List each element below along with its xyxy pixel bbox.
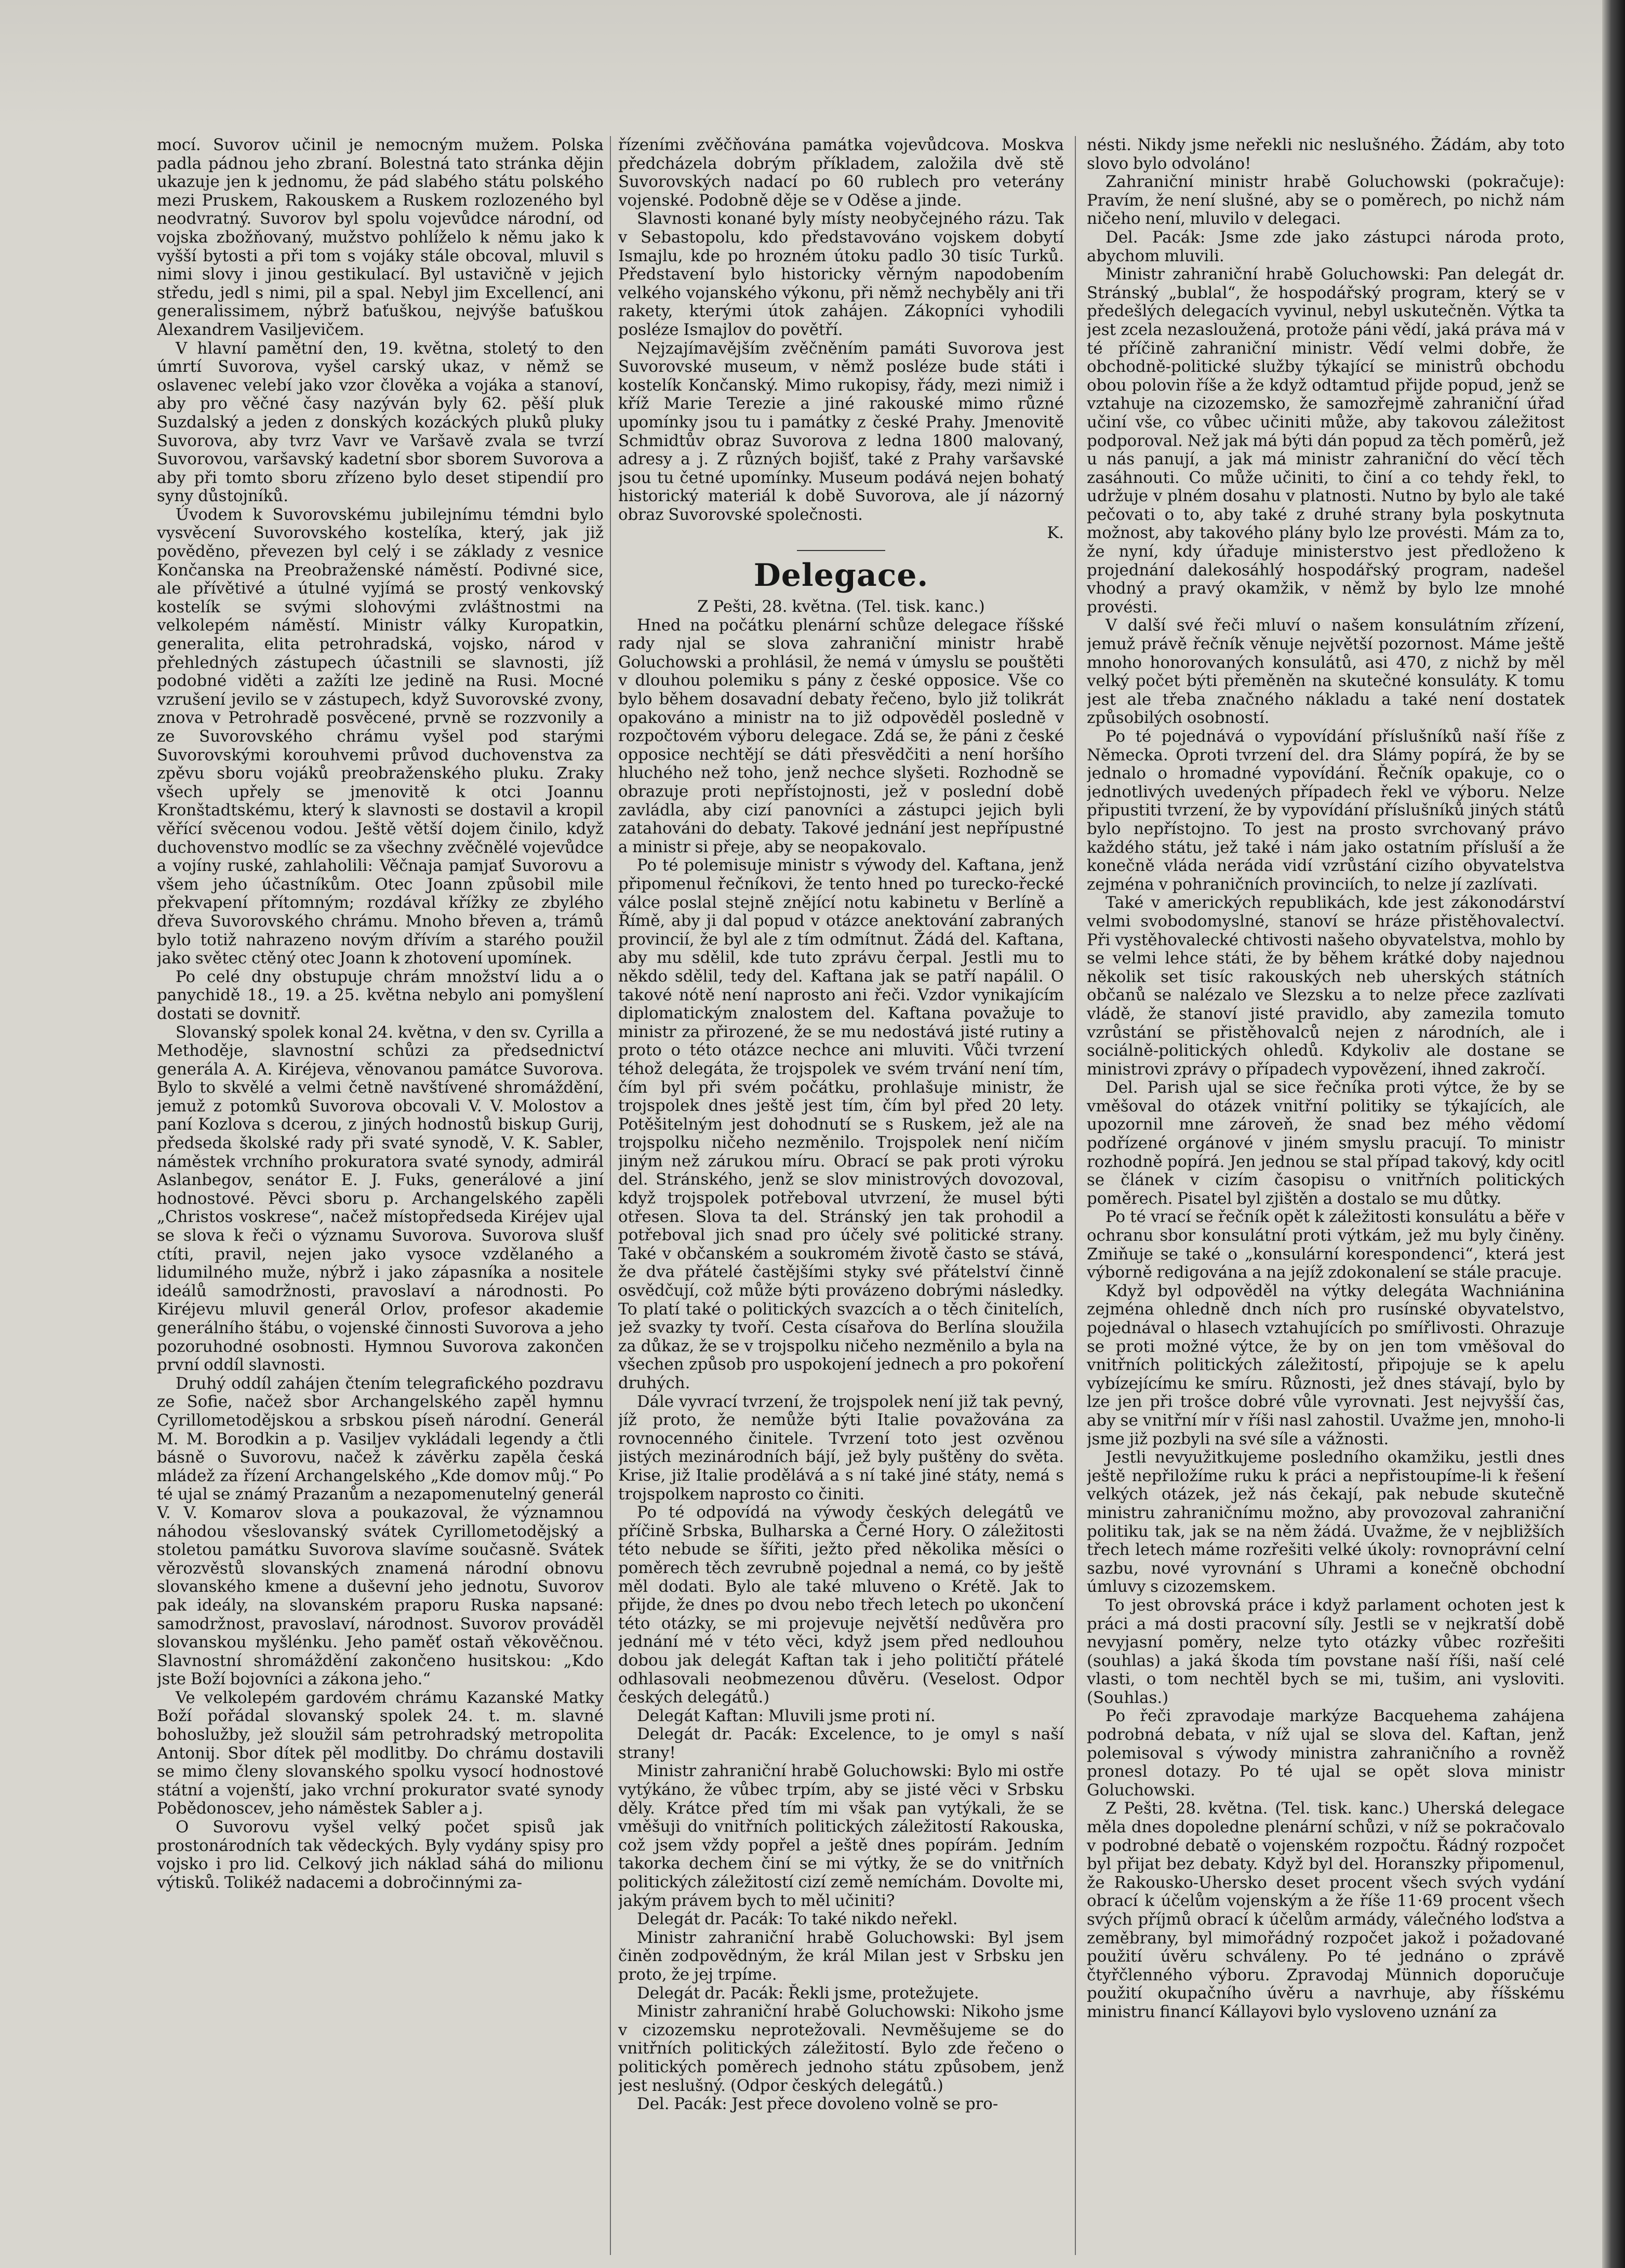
paragraph: Ministr zahraniční hrabě Goluchowski: Nikoho jsme v cizozemsku neprotežovali. Nevměšujeme se do vnitřních politických záležitostí. Bylo zde řečeno o politických poměrech jednoho státu způsobem, jenž jest neslušný. (Odpor českých delegátů.) xyxy=(618,2002,1064,2095)
column-1 xyxy=(157,136,604,2255)
paragraph: Ve velkolepém gardovém chrámu Kazanské Matky Boží pořádal slovanský spolek 24. t. m. slavné bohoslužby, jež sloužil sám petrohradský metropolita Antonij. Sbor dítek pěl modlitby. Do chrámu dostavili se mimo členy slovanského spolku vysocí hodnostové státní a vojenští, jako vrchní prokurator svaté synody Pobědonoscev, jeho náměstek Sabler a j. xyxy=(157,1688,604,1818)
paragraph: Druhý oddíl zahájen čtením telegrafického pozdravu ze Sofie, načež sbor Archangelského zapěl hymnu Cyrillometodějskou a srbskou píseň národní. Generál M. M. Borodkin a p. Vasiljev vykládali legendy a čtli básně o Suvorovu, načež k závěrku zapěla česká mládež za řízení Archangelského „Kde domov můj.“ Po té ujal se známý Prazanům a nezapomenutelný generál V. V. Komarov slova a poukazoval, že významnou náhodou všeslovanský svátek Cyrillometodějský a stoletou památku Suvorova slavíme současně. Svátek věrozvěstů slovanských znamená národní obnovu slovanského kmene a duševní jeho jednotu, Suvorov pak ideály, na slovanském praporu Ruska napsané: samodržnost, pravoslaví, národnost. Suvorov prováděl slovanskou myšlénku. Jeho paměť ostaň věkověčnou. Slavnostní shromáždění zakončeno husitskou: „Kdo jste Boží bojovníci a zákona jeho.“ xyxy=(157,1374,604,1689)
paragraph: Del. Pacák: Jsme zde jako zástupci národa proto, abychom mluvili. xyxy=(1087,227,1565,265)
paragraph: To jest obrovská práce i když parlament ochoten jest k práci a má dosti pracovní síly. Jestli se v nejkratší době nevyjasní poměry, nelze tyto otázky vůbec rozřešiti (souhlas) a jaká škoda tím povstane naší říši, naší celé vlasti, o tom nechtěl bych se mi, tušim, ani vysloviti. (Souhlas.) xyxy=(1087,1595,1565,1707)
paragraph: Ministr zahraniční hrabě Goluchowski: Byl jsem činěn zodpovědným, že král Milan jest v Srbsku jen proto, že jej trpíme. xyxy=(618,1928,1064,1984)
paragraph: Ministr zahraniční hrabě Goluchowski: Bylo mi ostře vytýkáno, že vůbec trpím, aby se jisté věci v Srbsku děly. Krátce před tím mi však pan vytýkali, že se vměšuji do vnitřních politických záležitostí Rakouska, což jsem vždy popřel a ještě dnes popírám. Jedním takorka dechem činí se mi výtky, že se do vnitřních politických záležitostí cizí země nemíchám. Dovolte mi, jakým právem bych to měl učiniti? xyxy=(618,1762,1064,1910)
paragraph: Zahraniční ministr hrabě Goluchowski (pokračuje): Pravím, že není slušné, aby se o poměrech, po nichž nám ničeho není, mluvilo v delegaci. xyxy=(1087,172,1565,229)
paragraph: Po celé dny obstupuje chrám množství lidu a o panychidě 18., 19. a 25. května nebylo ani pomyšlení dostati se dovnitř. xyxy=(157,967,604,1023)
paragraph: Po té vrací se řečník opět k záležitosti konsulátu a běře v ochranu sbor konsulátní proti výtkám, jež mu byly činěny. Zmiňuje se také o „konsulární korespondenci“, která jest výborně redigována a na jejíž zdokonalení se stále pracuje. xyxy=(1087,1207,1565,1282)
paragraph: Také v amerických republikách, kde jest zákonodárství velmi svobodomyslné, stanoví se hráze přistěhovalectví. Při vystěhovalecké chtivosti našeho obyvatelstva, mohlo by se velmi lehce státi, že by během krátké doby najednou několik set tisíc rakouských neb uherských státních občanů se nalézalo ve Slezsku a to nelze přece zazlívati vládě, že stanoví jisté pravidlo, aby zamezila tomuto vzrůstání se přistěhovalců nejen z národních, ale i sociálně-politických ohledů. Kdykoliv ale dostane se ministrovi zprávy o případech vypovězení, ihned zakročí. xyxy=(1087,893,1565,1079)
paragraph: Delegát dr. Pacák: Excelence, to je omyl s naší strany! xyxy=(618,1725,1064,1762)
paragraph: Z Pešti, 28. května. (Tel. tisk. kanc.) Uherská delegace měla dnes dopoledne plenární schůzi, v níž se pokračovalo v podrobné debatě o vojenském rozpočtu. Řádný rozpočet byl přijat bez debaty. Když byl del. Horanszky připomenul, že Rakousko-Uhersko deset procent všech svých vydání obrací k účelům vojenským a že říše 11·69 procent všech svých příjmů obrací k účelům armády, válečného loďstva a zeměbrany, byl mimořádný rozpočet jakož i požadované použití úvěru schváleny. Po té jednáno o zprávě čtyřčlenného výboru. Zpravodaj Münnich doporučuje použití okupačního úvěru a navrhuje, aby říšskému ministru financí Kállayovi bylo vysloveno uznání za xyxy=(1087,1799,1565,2021)
paragraph: Ministr zahraniční hrabě Goluchowski: Pan delegát dr. Stránský „bublal“, že hospodářský program, který se v předešlých delegacích vyvinul, nebyl uskutečněn. Výtka ta jest zcela nezasloužená, protože páni vědí, jaká práva má v té příčině zahraniční ministr. Vědí velmi dobře, že obchodně-politické služby týkající se ministrů obchodu obou polovin říše a že když odtamtud přijde popud, jenž se vztahuje na cizozemsko, že samozřejmě zahraniční úřad učiní vše, co vůbec učiniti může, aby takovou záležitost podporoval. Než jak má býti dán popud za těch poměrů, jež u nás panují, a jak má ministr zahraniční do věcí těch zasáhnouti. Co může učiniti, to činí a co tehdy řekl, to udržuje v plném dosahu v platnosti. Nutno by bylo ale také pečovati o to, aby také z druhé strany byla poskytnuta možnost, aby takového plány bylo lze provésti. Mám za to, že nyní, kdy úřaduje ministerstvo jest předloženo k projednání dalekosáhlý hospodářský program, nadešel vhodný a pravý okamžik, v němž by bylo lze mnohé provésti. xyxy=(1087,265,1565,616)
paragraph: Del. Parish ujal se sice řečníka proti výtce, že by se vměšoval do otázek vnitřní politiky se týkajících, ale upozornil mne zároveň, že snad bez mého vědomí podřízené orgánové v jiném smyslu pracují. To ministr rozhodně popírá. Jen jednou se stal případ takový, kdy ocitl se článek v cizím časopisu o vnitřních politických poměrech. Pisatel byl zjištěn a dostalo se mu důtky. xyxy=(1087,1078,1565,1208)
page-edge-shadow xyxy=(1602,0,1625,2268)
paragraph: nésti. Nikdy jsme neřekli nic neslušného. Žádám, aby toto slovo bylo odvoláno! xyxy=(1087,136,1565,173)
paragraph: Delegát dr. Pacák: To také nikdo neřekl. xyxy=(637,1910,958,1929)
column-2 xyxy=(618,136,1064,2255)
section-heading: Delegace. xyxy=(753,557,929,594)
paragraph: Úvodem k Suvorovskému jubilejnímu témdni bylo vysvěcení Suvorovského kostelíka, který, jak již pověděno, převezen byl celý i se základy z vesnice Končanska na Preobraženské náměstí. Podivné sice, ale přívětivé a útulné vyjímá se prostý venkovský kostelík se svými slohovými zvláštnostmi na velkolepém náměstí. Ministr války Kuropatkin, generalita, elita petrohradská, vojsko, národ v přehledných zástupech účastnili se slavnosti, jíž podobné viděti a zažíti lze jedině na Rusi. Mocné vzrušení jevilo se v zástupech, když Suvorovské zvony, znova v Petrohradě posvěcené, prvně se rozzvonily a ze Suvorovského chrámu vyšel pod starými Suvorovskými korouhvemi průvod duchovenstva za zpěvu sboru vojáků preobraženského pluku. Zraky všech upřely se jmenovitě k otci Joannu Kronštadtskému, který k slavnosti se dostavil a kropil věřící svěcenou vodou. Ještě větší dojem činilo, když duchovenstvo modlíc se za všechny zvěčnělé vojevůdce a vojíny ruské, zahlaholili: Věčnaja pamjať Suvorovu a všem jeho účastníkům. Otec Joann způsobil mile překvapení přítomným; rozdával křížky ze zbylého dřeva Suvorovského chrámu. Mnoho břeven a, trámů bylo totiž nahrazeno novým dřívím a starého použil jako světec ctěný otec Joann k zhotovení upomínek. xyxy=(157,505,604,968)
paragraph: Po řeči zpravodaje markýze Bacquehema zahájena podrobná debata, v níž ujal se slova del. Kaftan, jenž polemisoval s výwody ministra zahraničního a rovněž pronesl dotazy. Po té ujal se opět slova ministr Goluchowski. xyxy=(1087,1707,1565,1800)
paragraph: Delegát Kaftan: Mluvili jsme proti ní. xyxy=(637,1706,936,1725)
section-divider xyxy=(797,550,885,551)
dateline: Z Pešti, 28. května. (Tel. tisk. kanc.) xyxy=(697,597,985,616)
paragraph: Když byl odpověděl na výtky delegáta Wachniánina zejména ohledně dnch ních pro rusínské obyvatelstvo, pojednával o hlasech vztahujících po smířlivosti. Ohrazuje se proti možné výtce, že by on jen tom vměšoval do vnitřních politických záležitostí, připojuje se k apelu vybízejícímu ke smíru. Různosti, jež dnes stávají, bylo by lze jen při trošce dobré vůle vyrovnati. Jest nejvyšší čas, aby se vnitřní mír v říši nasl zahostil. Uvažme jen, mnoho-li jsme již pozbyli na své síle a vážnosti. xyxy=(1087,1281,1565,1448)
paragraph: Po té polemisuje ministr s výwody del. Kaftana, jenž připomenul řečníkovi, že tento hned po turecko-řecké válce poslal stejně znějící notu kabinetu v Berlíně a Římě, aby ji dal popud v otázce anektování zabraných provincií, že byl ale z tím odmítnut. Žádá del. Kaftana, aby mu sdělil, kde tuto zprávu čerpal. Jestli mu to někdo sdělil, tedy del. Kaftana jak se patří napálil. O takové nótě není naprosto ani řeči. Vzdor vynikajícím diplomatickým znalostem del. Kaftana považuje to ministr za přirozené, že se mu nedostává jisté rutiny a proto o této otázce nechce ani mluviti. Vůči tvrzení téhož delegáta, že trojspolek ve svém trvání není tím, čím byl při svém počátku, prohlašuje ministr, že trojspolek dnes ještě jest tím, čím byl před 20 lety. Potěšitelným jest dohodnutí se s Ruskem, jež ale na trojspolku ničeho nezměnilo. Trojspolek není ničím jiným než zárukou míru. Obrací se pak proti výroku del. Stránského, jenž se slov ministrových dovozoval, když trojspolek potřeboval utvrzení, že musel býti otřesen. Slova ta del. Stránský jen tak prohodil a potřeboval jich snad pro účely své politické strany. Také v občanském a soukromém životě často se stává, že dva přátelé častějšími styky své přátelství činně osvědčují, což může býti provázeno dobrými následky. To platí také o politických svazcích a o těch činitelích, jež svazky ty tvoří. Cesta císařova do Berlína sloužila za důkaz, že se v trojspolku ničeho nezměnilo a byla na všechen způsob pro uspokojení jednech a pro pokoření druhých. xyxy=(618,856,1064,1392)
paragraph: Nejzajímavějším zvěčněním památi Suvorova jest Suvorovské museum, v němž posléze bude státi i kostelík Končanský. Mimo rukopisy, řády, mezi nimiž i kříž Marie Terezie a jiné rakouské mimo různé upomínky jsou tu i památky z české Prahy. Jmenovitě Schmidtův obraz Suvorova z ledna 1800 malovaný, adresy a j. Z různých bojišť, také z Prahy varšavské jsou tu četné upomínky. Museum podává nejen bohatý historický materiál k době Suvorova, ale jí názorný obraz Suvorovské společnosti. xyxy=(618,339,1064,524)
column-rule xyxy=(1075,136,1076,2255)
paragraph: Po té odpovídá na výwody českých delegátů ve příčině Srbska, Bulharska a Černé Hory. O záležitosti této nebude se šířiti, ježto před několika měsíci o poměrech těch zevrubně pojednal a nemá, co by ještě měl dodati. Bylo ale také mluveno o Krétě. Jak to přijde, že dnes po dvou nebo třech letech po ukončení této otázky, se mi projevuje největší nedůvěra pro jednání mé v této věci, když jsem před nedlouhou dobou jak delegát Kaftan tak i jeho političtí přátelé odhlasovali neobmezenou důvěru. (Veselost. Odpor českých delegátů.) xyxy=(618,1503,1064,1707)
paragraph: V další své řeči mluví o našem konsulátním zřízení, jemuž právě řečník věnuje největší pozornost. Máme ještě mnoho honorovaných konsulátů, asi 470, z nichž by měl velký počet býti přeměněn na skutečné konsuláty. K tomu jest ale třeba značného nákladu a také není dostatek způsobilých osobností. xyxy=(1087,616,1565,728)
paragraph: Delegát dr. Pacák: Řekli jsme, protežujete. xyxy=(637,1983,979,2003)
paragraph: Slavnosti konané byly místy neobyčejného rázu. Tak v Sebastopolu, kdo představováno vojskem dobytí Ismajlu, kde po hrozném útoku padlo 30 tisíc Turků. Představení bylo historicky věrným napodobením velkého vojanského výkonu, při němž nechyběly ani tři rakety, kterými útok zahájen. Zákopníci vyhodili posléze Ismajlov do povětří. xyxy=(618,209,1064,339)
page-top-margin xyxy=(0,0,1602,130)
paragraph: Po té pojednává o vypovídání příslušníků naší říše z Německa. Oproti tvrzení del. dra Slámy popírá, že by se jednalo o hromadné vypovídání. Řečník opakuje, co o jednotlivých uvedených případech řekl ve výboru. Nelze připustiti tvrzení, že by vypovídání příslušníků jiných států bylo nepřístojno. To jest na prosto svrchovaný právo každého státu, jež také i nám jako ostatním přísluší a že konečně vláda neráda vidí vzrůstání cizího obyvatelstva zejména v pohraničních provinciích, to nelze jí zazlívati. xyxy=(1087,727,1565,894)
paragraph: Hned na počátku plenární schůze delegace říšské rady njal se slova zahraniční ministr hrabě Goluchowski a prohlásil, že nemá v úmyslu se pouštěti v dlouhou polemiku s pány z české opposice. Vše co bylo během dosavadní debaty řečeno, bylo již tolikrát opakováno a ministr na to již odpověděl posledně v rozpočtovém výboru delegace. Zdá se, že páni z české opposice nechtějí se dáti přesvědčiti a není horšího hluchého než toho, jenž nechce slyšeti. Rozhodně se obrazuje proti nepřístojnosti, jež v poslední době zavládla, aby cizí panovníci a zástupci jejich byli zatahováni do debaty. Takové jednání jest nepřípustné a ministr si přeje, aby se neopakovalo. xyxy=(618,615,1064,856)
paragraph: Del. Pacák: Jest přece dovoleno volně se pro- xyxy=(637,2095,998,2114)
paragraph: V hlavní pamětní den, 19. května, stoletý to den úmrtí Suvorova, vyšel carský ukaz, v němž se oslavenec velebí jako vzor člověka a vojáka a stanoví, aby pro věčné časy nazýván byly 62. pěší pluk Suzdalský a jeden z donských kozáckých pluků pluky Suvorova, aby tvrz Vavr ve Varšavě zvala se tvrzí Suvorovou, varšavský kadetní sbor sborem Suvorova a aby při tomto sboru zřízeno bylo deset stipendií pro syny důstojníků. xyxy=(157,339,604,506)
paragraph: Slovanský spolek konal 24. května, v den sv. Cyrilla a Methoděje, slavnostní schůzi za předsednictví generála A. A. Kiréjeva, věnovanou památce Suvorova. Bylo to skvělé a velmi četně navštívené shromáždění, jemuž z potomků Suvorova obcovali V. V. Molostov a paní Kozlova s dcerou, z jiných hodnostů biskup Gurij, předseda školské rady při svaté synodě, V. K. Sabler, náměstek vrchního prokuratora svaté synody, admirál Aslanbegov, senátor E. J. Fuks, generálové a jiní hodnostové. Pěvci sboru p. Archangelského zapěli „Christos voskrese“, načež místopředseda Kiréjev ujal se slova k řeči o významu Suvorova. Suvorova slušf ctíti, pravil, nejen jako vysoce vzdělaného a lidumilného muže, nýbrž i jako zápasníka a nositele ideálů samodržnosti, pravoslaví a národnosti. Po Kiréjevu mluvil generál Orlov, profesor akademie generálního štábu, o vojenské činnosti Suvorova a jeho pozoruhodné osobnosti. Hymnou Suvorova zakončen první oddíl slavnosti. xyxy=(157,1023,604,1375)
column-3 xyxy=(1087,136,1565,2255)
article-signature: K. xyxy=(1047,524,1064,543)
paragraph: O Suvorovu vyšel velký počet spisů jak prostonárodních tak vědeckých. Byly vydány spisy pro vojsko i pro lid. Celkový jich náklad sáhá do milionu výtisků. Tolikéž nadacemi a dobročinnými za- xyxy=(157,1818,604,1892)
column-rule xyxy=(610,136,611,2255)
paragraph: Dále vyvrací tvrzení, že trojspolek není již tak pevný, jíž proto, že nemůže býti Italie považována za rovnocenného činitele. Tvrzení toto jest ozvěnou jistých mezinárodních bájí, jež byly puštěny do světa. Krise, již Italie prodělává a s ní také jiné státy, nemá s trojspolkem naprosto co činiti. xyxy=(618,1392,1064,1504)
paragraph: mocí. Suvorov učinil je nemocným mužem. Polska padla pádnou jeho zbraní. Bolestná tato stránka dějin ukazuje jen k jednomu, že pád slabého státu polského mezi Pruskem, Rakouskem a Ruskem rozlozeného byl neodvratný. Suvorov byl spolu vojevůdce národní, od vojska zbožňovaný, mužstvo pohlíželo k němu jako k vyšší bytosti a při tom s vojáky stále obcoval, mluvil s nimi slovy i jinou gestikulací. Byl ustavičně v jejich středu, jedl s nimi, pil a spal. Nebyl jim Excellencí, ani generalissimem, nýbrž baťuškou, nejvýše baťuškou Alexandrem Vasiljevičem. xyxy=(157,136,604,339)
paragraph: řízeními zvěčňována památka vojevůdcova. Moskva předcházela dobrým příkladem, založila dvě stě Suvorovských nadací po 60 rublech pro veterány vojenské. Podobně děje se v Oděse a jinde. xyxy=(618,136,1064,210)
paragraph: Jestli nevyužitkujeme posledního okamžiku, jestli dnes ještě nepřiložíme ruku k práci a nepřistoupíme-li k řešení velkých otázek, jež nás čekají, pak nebude skutečně ministru zahraničnímu možno, aby provozoval zahraniční politiku tak, jak se na něm žádá. Uvažme, že v nejbližších třech letech máme rozřešiti velké úkoly: rovnoprávní celní sazbu, nové vyrovnání s Uhrami a konečně obchodní úmluvy s cizozemskem. xyxy=(1087,1448,1565,1596)
